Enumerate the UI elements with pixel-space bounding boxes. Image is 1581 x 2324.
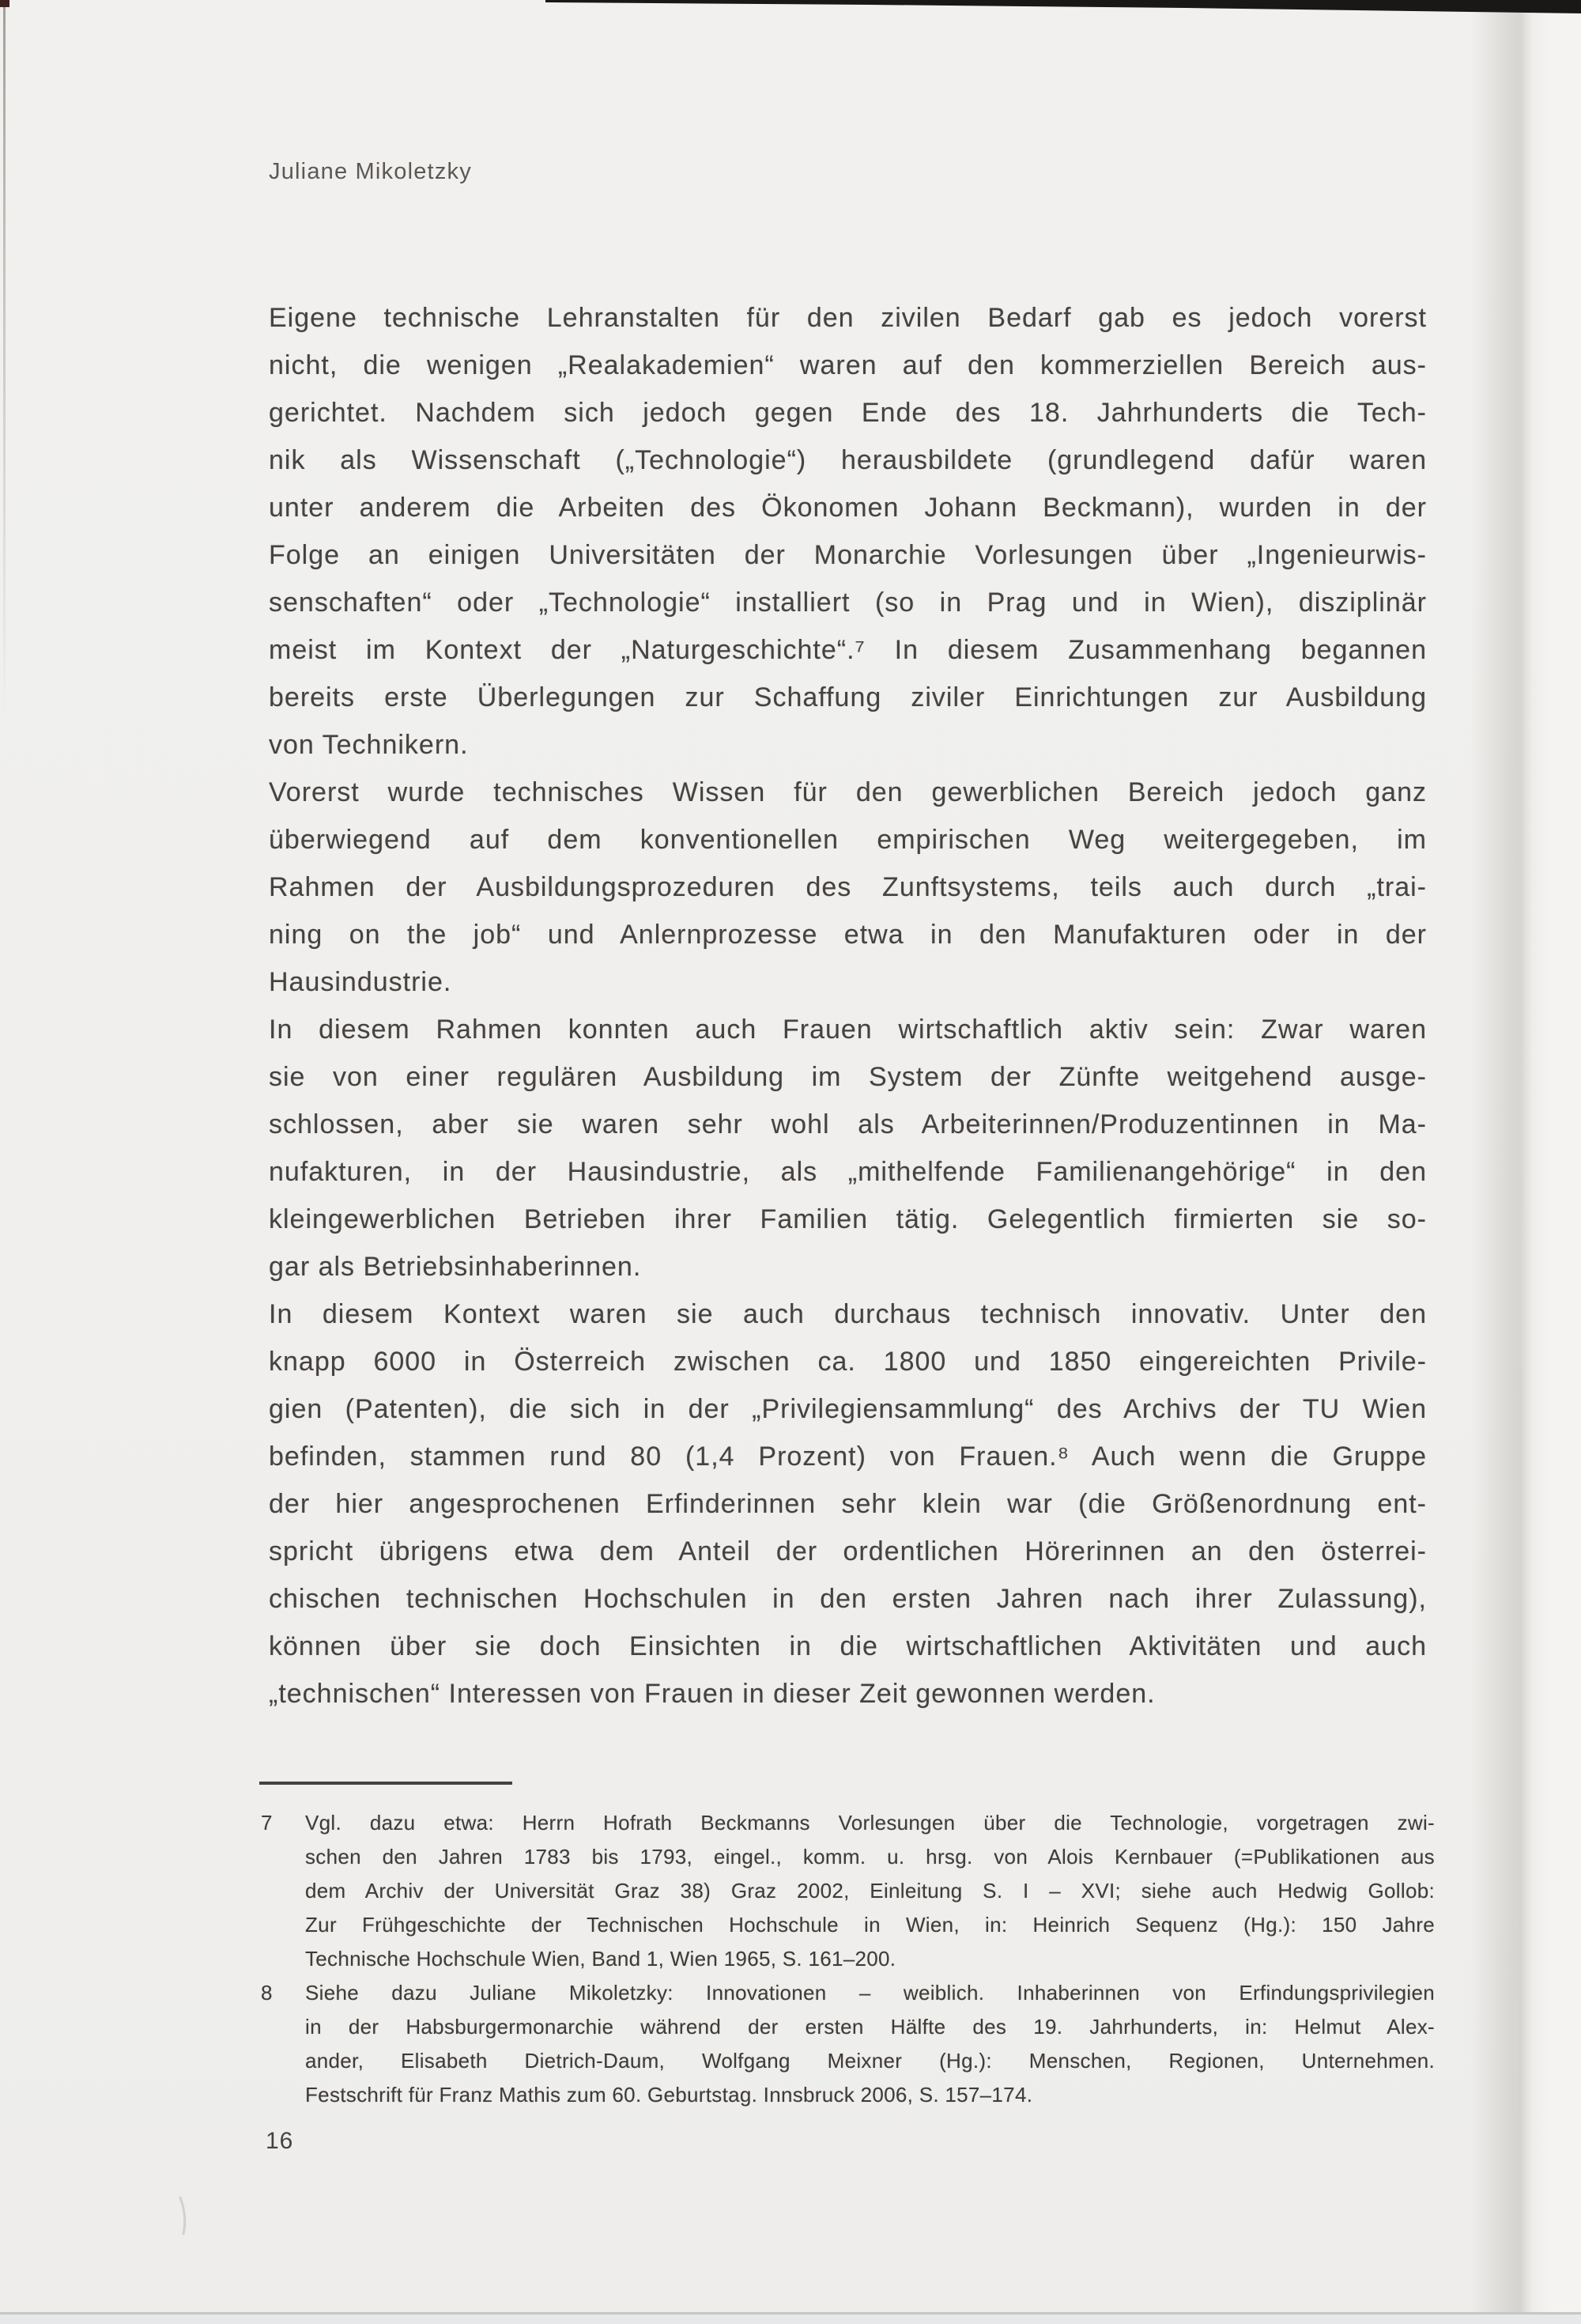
running-header-author: Juliane Mikoletzky: [269, 159, 472, 184]
body-line: Rahmen der Ausbildungsprozeduren des Zunftsystems, teils auch durch „trai-: [269, 872, 1427, 902]
body-line: Vorerst wurde technisches Wissen für den gewerblichen Bereich jedoch ganz: [269, 777, 1427, 807]
footnote-line: Technische Hochschule Wien, Band 1, Wien 1965, S. 161–200.: [305, 1947, 896, 1971]
body-line: der hier angesprochenen Erfinderinnen sehr klein war (die Größenordnung ent-: [269, 1489, 1427, 1519]
footnote-line: schen den Jahren 1783 bis 1793, eingel., komm. u. hrsg. von Alois Kernbauer (=Publikationen aus: [305, 1845, 1435, 1869]
body-line: nik als Wissenschaft („Technologie“) herausbildete (grundlegend dafür waren: [269, 445, 1427, 475]
body-line: befinden, stammen rund 80 (1,4 Prozent) von Frauen.⁸ Auch wenn die Gruppe: [269, 1442, 1427, 1472]
body-line: sie von einer regulären Ausbildung im System der Zünfte weitgehend ausge-: [269, 1062, 1427, 1092]
body-line: Folge an einigen Universitäten der Monarchie Vorlesungen über „Ingenieurwis-: [269, 540, 1427, 570]
footnote-line: Vgl. dazu etwa: Herrn Hofrath Beckmanns Vorlesungen über die Technologie, vorgetragen zwi-: [305, 1811, 1435, 1835]
body-line: In diesem Kontext waren sie auch durchaus technisch innovativ. Unter den: [269, 1299, 1427, 1329]
scan-left-edge-line: [3, 5, 6, 716]
scan-corner-mark: [0, 0, 9, 7]
body-line: kleingewerblichen Betrieben ihrer Familien tätig. Gelegentlich firmierten sie so-: [269, 1204, 1427, 1234]
footnote-number: 8: [261, 1981, 273, 2005]
footnote-text: [305, 1976, 1435, 2112]
scan-top-edge-shadow: [0, 0, 1581, 19]
body-line: können über sie doch Einsichten in die wirtschaftlichen Aktivitäten und auch: [269, 1631, 1427, 1661]
body-line: überwiegend auf dem konventionellen empirischen Weg weitergegeben, im: [269, 825, 1427, 855]
footnote-line: Festschrift für Franz Mathis zum 60. Geburtstag. Innsbruck 2006, S. 157–174.: [305, 2083, 1033, 2107]
footnote: [261, 1976, 1435, 2112]
body-line: bereits erste Überlegungen zur Schaffung ziviler Einrichtungen zur Ausbildung: [269, 682, 1427, 712]
paragraph: [269, 1290, 1427, 1717]
footnote-text: [305, 1806, 1435, 1976]
body-line: ning on the job“ und Anlernprozesse etwa in den Manufakturen oder in der: [269, 920, 1427, 950]
body-line: nufakturen, in der Hausindustrie, als „mithelfende Familienangehörige“ in den: [269, 1157, 1427, 1187]
body-line: „technischen“ Interessen von Frauen in dieser Zeit gewonnen werden.: [269, 1679, 1156, 1709]
body-line: gerichtet. Nachdem sich jedoch gegen Ende des 18. Jahrhunderts die Tech-: [269, 398, 1427, 428]
paragraph: [269, 1006, 1427, 1290]
footnote-separator: [259, 1782, 512, 1785]
footnote-line: Siehe dazu Juliane Mikoletzky: Innovationen – weiblich. Inhaberinnen von Erfindungsprivilegien: [305, 1981, 1435, 2005]
footnote-number: 7: [261, 1811, 273, 1835]
body-line: nicht, die wenigen „Realakademien“ waren auf den kommerziellen Bereich aus-: [269, 350, 1427, 380]
paragraph: [269, 769, 1427, 1006]
body-line: Hausindustrie.: [269, 967, 452, 997]
footnote-line: ander, Elisabeth Dietrich-Daum, Wolfgang Meixner (Hg.): Menschen, Regionen, Unternehmen.: [305, 2049, 1435, 2073]
body-text: [269, 294, 1427, 1717]
body-line: meist im Kontext der „Naturgeschichte“.⁷ In diesem Zusammenhang begannen: [269, 635, 1427, 665]
pen-mark: [166, 2186, 213, 2250]
body-line: Eigene technische Lehranstalten für den zivilen Bedarf gab es jedoch vorerst: [269, 303, 1427, 333]
body-line: gar als Betriebsinhaberinnen.: [269, 1252, 642, 1282]
body-line: chischen technischen Hochschulen in den ersten Jahren nach ihrer Zulassung),: [269, 1584, 1427, 1614]
body-line: schlossen, aber sie waren sehr wohl als Arbeiterinnen/Produzentinnen in Ma-: [269, 1109, 1427, 1139]
body-line: gien (Patenten), die sich in der „Privilegiensammlung“ des Archivs der TU Wien: [269, 1394, 1427, 1424]
body-line: In diesem Rahmen konnten auch Frauen wirtschaftlich aktiv sein: Zwar waren: [269, 1015, 1427, 1045]
footnotes: [261, 1806, 1435, 2112]
paragraph: [269, 294, 1427, 769]
footnote-line: dem Archiv der Universität Graz 38) Graz 2002, Einleitung S. I – XVI; siehe auch Hedwig Gollob:: [305, 1879, 1435, 1903]
body-line: senschaften“ oder „Technologie“ installiert (so in Prag und in Wien), disziplinär: [269, 588, 1427, 618]
scan-bottom-strip: [0, 2315, 1581, 2324]
footnote-line: Zur Frühgeschichte der Technischen Hochschule in Wien, in: Heinrich Sequenz (Hg.): 150 Jahre: [305, 1913, 1435, 1937]
scan-right-page-seam: [1470, 0, 1581, 2324]
body-line: von Technikern.: [269, 730, 469, 760]
footnote: [261, 1806, 1435, 1976]
body-line: knapp 6000 in Österreich zwischen ca. 1800 und 1850 eingereichten Privile-: [269, 1347, 1427, 1377]
body-line: unter anderem die Arbeiten des Ökonomen Johann Beckmann), wurden in der: [269, 493, 1427, 523]
page-number: 16: [266, 2128, 294, 2154]
body-line: spricht übrigens etwa dem Anteil der ordentlichen Hörerinnen an den österrei-: [269, 1536, 1427, 1566]
footnote-line: in der Habsburgermonarchie während der ersten Hälfte des 19. Jahrhunderts, in: Helmut Alex-: [305, 2015, 1435, 2039]
